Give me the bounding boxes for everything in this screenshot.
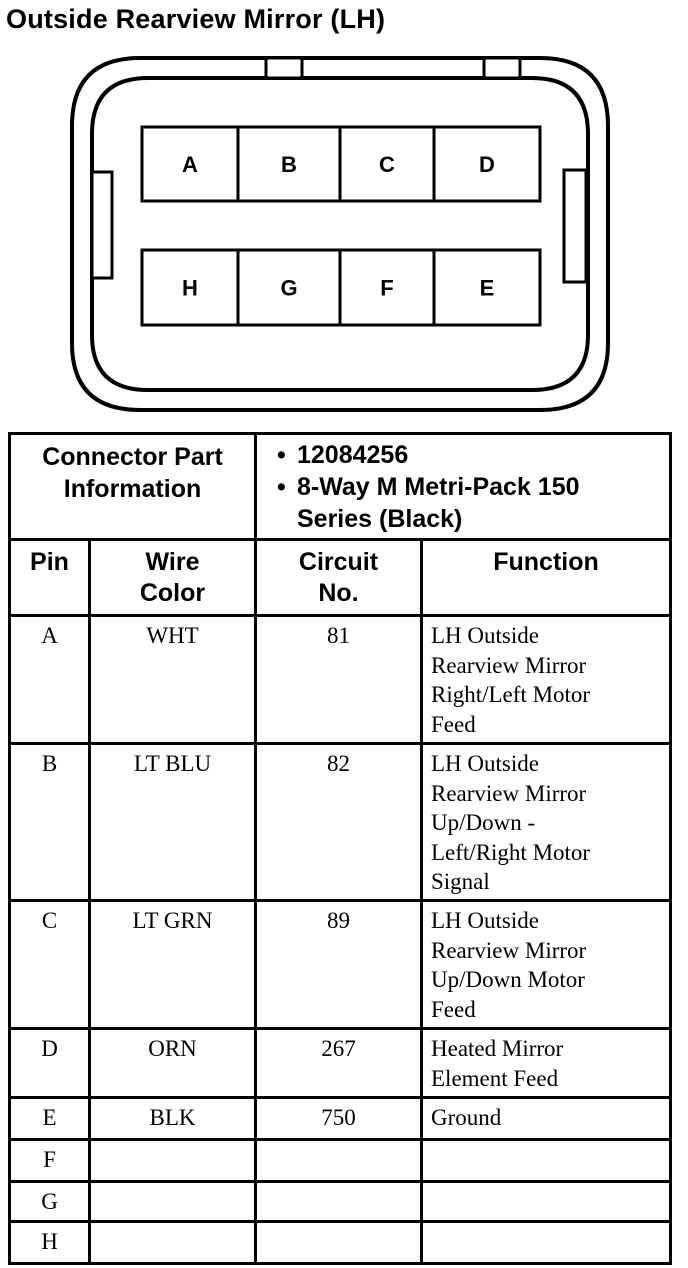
table-row	[10, 901, 671, 1029]
cavity-label-a: A	[182, 152, 198, 177]
pin-cell: C	[10, 901, 90, 1029]
function-cell	[422, 616, 671, 744]
function-text-line: Up/Down Motor	[431, 967, 585, 992]
wire-color-cell	[90, 1140, 256, 1182]
connector-pinout-table	[8, 432, 672, 1265]
side-key-right	[564, 170, 586, 282]
function-text-line: Rearview Mirror	[431, 652, 587, 678]
pin-cell: F	[10, 1140, 90, 1182]
connector-inner-shell	[92, 78, 588, 390]
column-header-circuit	[256, 540, 422, 616]
wire-color-cell: ORN	[90, 1029, 256, 1098]
side-key-left	[92, 172, 112, 278]
pin-cell: B	[10, 744, 90, 901]
wire-color-cell: LT GRN	[90, 901, 256, 1029]
column-header-row	[10, 540, 671, 616]
circuit-number-cell: 750	[256, 1098, 422, 1140]
wire-color-cell: WHT	[90, 616, 256, 744]
table-row	[10, 1029, 671, 1098]
bullet-marker: •	[277, 441, 286, 469]
function-cell	[422, 1182, 671, 1222]
table-row	[10, 1140, 671, 1182]
circuit-number-cell	[256, 1182, 422, 1222]
function-text-line: LH Outside	[431, 751, 539, 776]
connector-info-label-line2: Information	[63, 475, 202, 503]
wire-color-cell	[90, 1222, 256, 1264]
table-row	[10, 1222, 671, 1264]
top-lock-tab-left	[266, 58, 302, 78]
circuit-number-cell: 82	[256, 744, 422, 901]
function-cell	[422, 1140, 671, 1182]
function-text-line: Feed	[431, 996, 476, 1022]
circuit-number-cell	[256, 1140, 422, 1182]
table-row	[10, 1098, 671, 1140]
pin-cell: G	[10, 1182, 90, 1222]
table-row	[10, 1182, 671, 1222]
connector-info-row	[10, 434, 671, 540]
function-text-line: Up/Down -	[431, 810, 536, 835]
cavity-label-b: B	[281, 152, 297, 177]
connector-info-label-line1: Connector Part	[42, 443, 223, 471]
pin-cell: D	[10, 1029, 90, 1098]
top-lock-tab-right	[484, 58, 520, 78]
function-text-line: LH Outside	[431, 908, 539, 933]
connector-description-item	[277, 471, 665, 535]
function-text-line: LH Outside	[431, 623, 539, 648]
column-header-circuit-line2: No.	[318, 579, 359, 607]
column-header-function	[422, 540, 671, 616]
part-number-item	[277, 439, 665, 471]
connector-face-diagram	[0, 0, 688, 425]
table-row	[10, 744, 671, 901]
column-header-pin-label: Pin	[30, 548, 69, 576]
cavity-label-e: E	[479, 275, 495, 301]
function-text-line: Feed	[431, 711, 476, 737]
cavity-label-g: G	[280, 275, 298, 301]
column-header-pin	[10, 540, 90, 616]
cavity-label-f: F	[380, 275, 394, 301]
wire-color-cell	[90, 1182, 256, 1222]
function-cell	[422, 901, 671, 1029]
page-title: Outside Rearview Mirror (LH)	[6, 4, 386, 34]
cavity-label-c: C	[379, 152, 395, 177]
column-header-wire-color-line1: Wire	[145, 548, 200, 576]
circuit-number-cell: 89	[256, 901, 422, 1029]
function-text-line: Element Feed	[431, 1065, 559, 1091]
pin-cell: H	[10, 1222, 90, 1264]
cavity-grid	[142, 127, 540, 325]
wire-color-cell: LT BLU	[90, 744, 256, 901]
function-cell	[422, 1098, 671, 1140]
column-header-wire-color-line2: Color	[139, 579, 206, 607]
circuit-number-cell	[256, 1222, 422, 1264]
function-text-line: Ground	[431, 1105, 502, 1130]
function-text-line: Signal	[431, 869, 490, 894]
column-header-function-label: Function	[493, 548, 599, 576]
connector-info-details	[256, 434, 671, 540]
part-number: 12084256	[297, 441, 409, 469]
cavity-label-d: D	[479, 152, 495, 177]
table-row	[10, 616, 671, 744]
column-header-circuit-line1: Circuit	[298, 548, 379, 576]
connector-outer-shell	[72, 58, 608, 410]
circuit-number-cell: 267	[256, 1029, 422, 1098]
function-text-line: Left/Right Motor	[431, 839, 591, 865]
bullet-marker: •	[277, 473, 286, 501]
pin-cell: E	[10, 1098, 90, 1140]
connector-info-label	[10, 434, 256, 540]
function-text-line: Rearview Mirror	[431, 937, 587, 963]
cavity-label-h: H	[182, 275, 198, 301]
connector-description-line2: Series (Black)	[297, 505, 463, 533]
function-text-line: Right/Left Motor	[431, 682, 591, 707]
function-cell	[422, 1029, 671, 1098]
connector-description-line1: 8-Way M Metri-Pack 150	[297, 473, 580, 501]
column-header-wire-color	[90, 540, 256, 616]
function-text-line: Heated Mirror	[431, 1036, 564, 1061]
function-text-line: Rearview Mirror	[431, 780, 587, 806]
wire-color-cell: BLK	[90, 1098, 256, 1140]
circuit-number-cell: 81	[256, 616, 422, 744]
function-cell	[422, 1222, 671, 1264]
function-cell	[422, 744, 671, 901]
pin-cell: A	[10, 616, 90, 744]
